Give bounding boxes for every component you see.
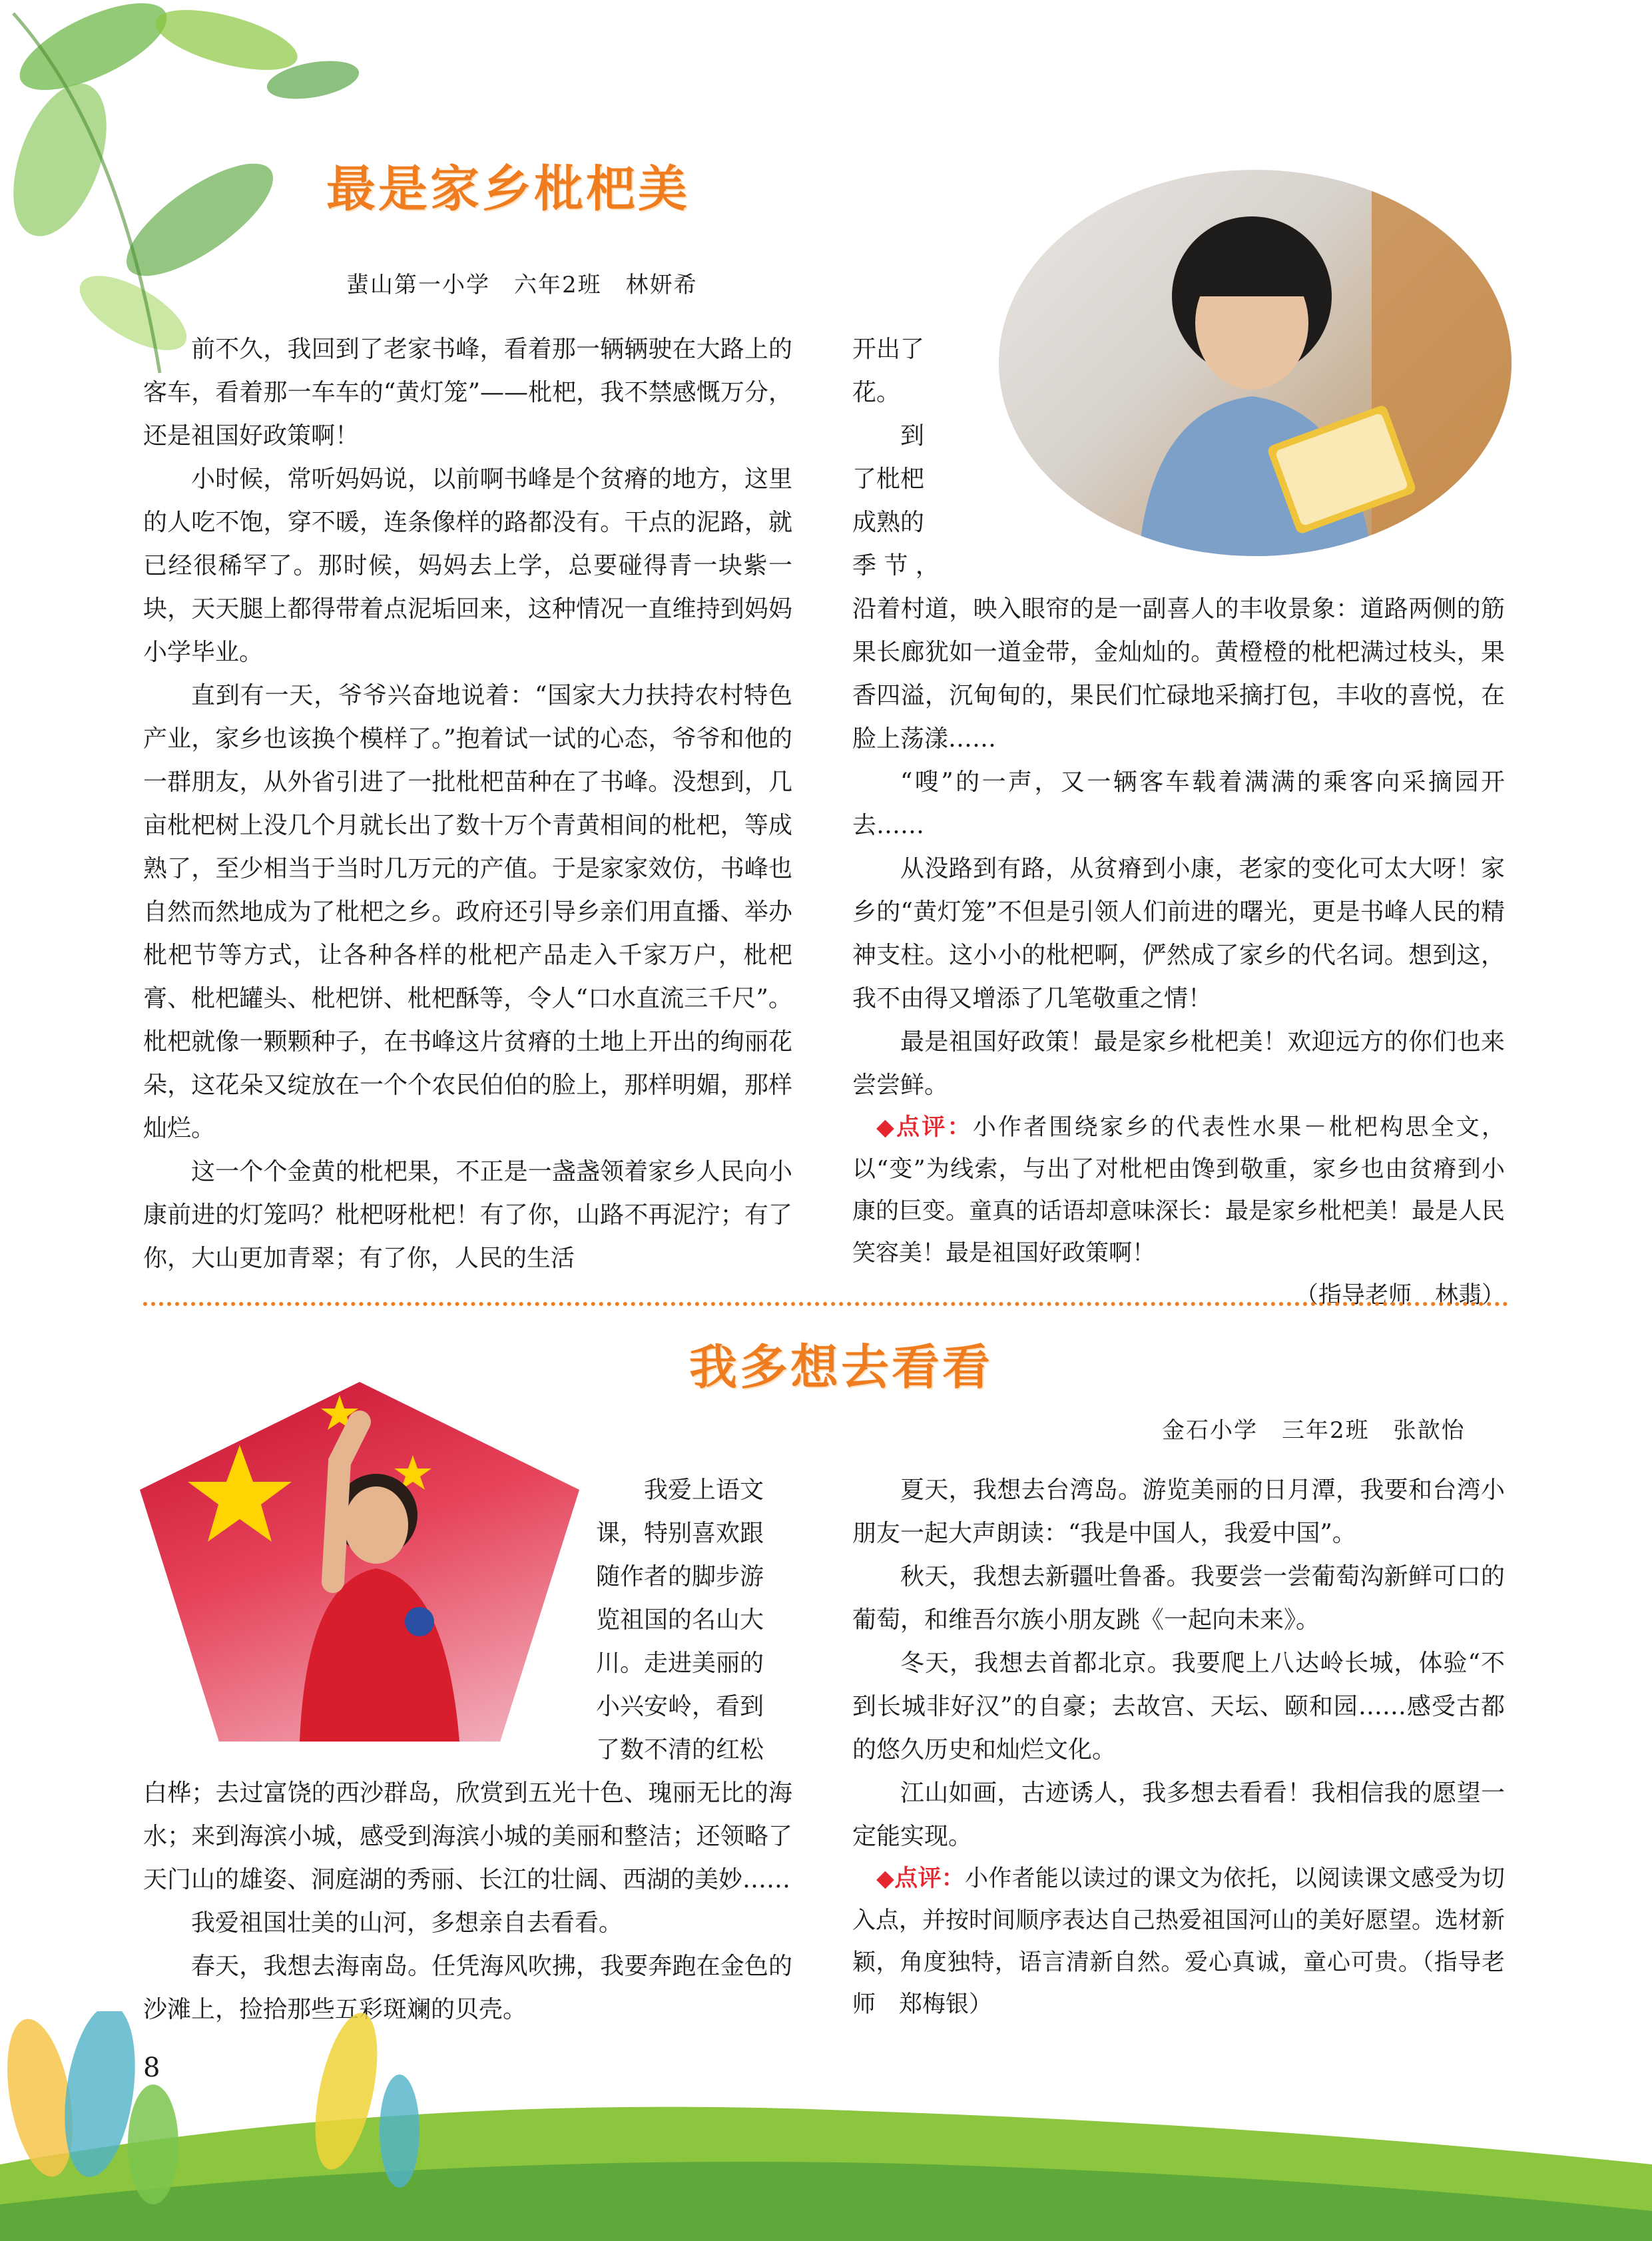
comment-label: ◆点评： bbox=[876, 1865, 965, 1892]
photo-girl-reading bbox=[999, 170, 1512, 556]
narrow-line: 季 节 ， bbox=[852, 552, 940, 579]
narrow-line: 川。走进美丽的 bbox=[596, 1650, 764, 1677]
article1-paragraph: 直到有一天，爷爷兴奋地说着：“国家大力扶持农村特色产业，家乡也该换个模样了。”抱着试一试的心态，爷爷和他的一群朋友，从外省引进了一批枇杷苗种在了书峰。没想到，几亩枇杷树上没几个月就长出了数十万个青黄相间的枇杷，等成熟了，至少相当于当时几万元的产值。于是家家效仿，书峰也自然而然地成为了枇杷之乡。政府还引导乡亲们用直播、举办枇杷节等方式，让各种各样的枇杷产品走入千家万户，枇杷膏、枇杷罐头、枇杷饼、枇杷酥等，令人“口水直流三千尺”。枇杷就像一颗颗种子，在书峰这片贫瘠的土地上开出的绚丽花朵，这花朵又绽放在一个个农民伯伯的脸上，那样明媚，那样灿烂。 bbox=[143, 682, 792, 1142]
article2-paragraph: 江山如画，古迹诱人，我多想去看看！我相信我的愿望一定能实现。 bbox=[852, 1779, 1505, 1850]
article2-paragraph: 春天，我想去海南岛。任凭海风吹拂，我要奔跑在金色的沙滩上，捡拾那些五彩斑斓的贝壳。 bbox=[143, 1953, 792, 2023]
article2-paragraph: 我爱祖国壮美的山河，多想亲自去看看。 bbox=[191, 1909, 623, 1937]
article2-right-column bbox=[852, 1468, 1505, 2026]
narrow-line: 了枇杷 bbox=[852, 466, 925, 493]
article1-right-column bbox=[852, 587, 1505, 1317]
narrow-line: 花。 bbox=[852, 379, 901, 406]
article1-left-column bbox=[143, 328, 792, 1280]
article2-narrow-column bbox=[596, 1468, 796, 1771]
article2-paragraph: 夏天，我想去台湾岛。游览美丽的日月潭，我要和台湾小朋友一起大声朗读：“我是中国人，我爱中国”。 bbox=[852, 1476, 1505, 1547]
article2-paragraph: 秋天，我想去新疆吐鲁番。我要尝一尝葡萄沟新鲜可口的葡萄，和维吾尔族小朋友跳《一起向未来》。 bbox=[852, 1563, 1505, 1634]
photo-girl-saluting bbox=[140, 1382, 579, 1742]
article1-byline: 蜚山第一小学 六年2班 林妍希 bbox=[346, 272, 698, 298]
narrow-line: 小兴安岭，看到 bbox=[596, 1693, 764, 1720]
comment-label: ◆点评： bbox=[876, 1114, 973, 1141]
article2-comment bbox=[852, 1858, 1505, 2026]
article1-paragraph: 最是祖国好政策！最是家乡枇杷美！欢迎远方的你们也来尝尝鲜。 bbox=[852, 1028, 1505, 1099]
article1-title: 最是家乡枇杷美 bbox=[326, 160, 690, 218]
article1-paragraph: 从没路到有路，从贫瘠到小康，老家的变化可太大呀！家乡的“黄灯笼”不但是引领人们前进的曙光，更是书峰人民的精神支柱。这小小的枇杷啊，俨然成了家乡的代名词。想到这，我不由得又增添了几笔敬重之情！ bbox=[852, 855, 1505, 1012]
article2-byline: 金石小学 三年2班 张歆怡 bbox=[1162, 1417, 1466, 1444]
section-divider bbox=[143, 1302, 1508, 1306]
narrow-line: 我爱上语文 bbox=[596, 1476, 764, 1504]
article1-photo bbox=[999, 170, 1512, 556]
narrow-line: 课，特别喜欢跟 bbox=[596, 1520, 764, 1547]
narrow-line: 了数不清的红松 bbox=[596, 1736, 764, 1763]
narrow-line: 随作者的脚步游 bbox=[596, 1563, 764, 1590]
comment-text: 小作者围绕家乡的代表性水果－枇杷构思全文，以“变”为线索，与出了对枇杷由馋到敬重，家乡也由贫瘠到小康的巨变。童真的话语却意味深长：最是家乡枇杷美！最是人民笑容美！最是祖国好政策啊！ bbox=[852, 1114, 1506, 1267]
narrow-line: 开出了 bbox=[852, 336, 925, 363]
comment-text: 小作者能以读过的课文为依托，以阅读课文感受为切入点，并按时间顺序表达自己热爱祖国河山的美好愿望。选材新颖，角度独特，语言清新自然。爱心真诚，童心可贵。（指导老师 郑梅银） bbox=[852, 1865, 1506, 2018]
narrow-line: 成熟的 bbox=[852, 509, 925, 536]
article2-left-column bbox=[143, 1771, 792, 2031]
article2-title: 我多想去看看 bbox=[689, 1339, 993, 1395]
article2-paragraph: 冬天，我想去首都北京。我要爬上八达岭长城，体验“不到长城非好汉”的自豪；去故宫、天坛、颐和园……感受古都的悠久历史和灿烂文化。 bbox=[852, 1650, 1505, 1763]
article2-paragraph: 白桦；去过富饶的西沙群岛，欣赏到五光十色、瑰丽无比的海水；来到海滨小城，感受到海滨小城的美丽和整洁；还领略了天门山的雄姿、洞庭湖的秀丽、长江的壮阔、西湖的美妙…… bbox=[143, 1779, 792, 1893]
narrow-line: 览祖国的名山大 bbox=[596, 1606, 764, 1634]
article1-narrow-column bbox=[852, 328, 985, 587]
article2-photo bbox=[140, 1382, 579, 1742]
article1-paragraph: 前不久，我回到了老家书峰，看着那一辆辆驶在大路上的客车，看着那一车车的“黄灯笼”——枇杷，我不禁感慨万分，还是祖国好政策啊！ bbox=[143, 336, 792, 450]
page-number: 8 bbox=[143, 2053, 160, 2083]
article1-paragraph: 这一个个金黄的枇杷果，不正是一盏盏领着家乡人民向小康前进的灯笼吗？枇杷呀枇杷！有了你，山路不再泥泞；有了你，大山更加青翠；有了你，人民的生活 bbox=[143, 1158, 792, 1272]
article1-comment bbox=[852, 1107, 1505, 1275]
article1-paragraph: “嗖”的一声，又一辆客车载着满满的乘客向采摘园开去…… bbox=[852, 769, 1505, 839]
article1-paragraph: 沿着村道，映入眼帘的是一副喜人的丰收景象：道路两侧的筋果长廊犹如一道金带，金灿灿的。黄橙橙的枇杷满过枝头，果香四溢，沉甸甸的，果民们忙碌地采摘打包，丰收的喜悦，在脸上荡漾…… bbox=[852, 595, 1505, 753]
article1-paragraph: 小时候，常听妈妈说，以前啊书峰是个贫瘠的地方，这里的人吃不饱，穿不暖，连条像样的路都没有。干点的泥路，就已经很稀罕了。那时候，妈妈去上学，总要碰得青一块紫一块，天天腿上都得带着点泥垢回来，这种情况一直维持到妈妈小学毕业。 bbox=[143, 466, 792, 666]
article1-teacher: （指导老师 林翡） bbox=[1294, 1282, 1505, 1309]
grass-decoration bbox=[0, 2011, 1652, 2241]
narrow-line: 到 bbox=[876, 422, 925, 450]
